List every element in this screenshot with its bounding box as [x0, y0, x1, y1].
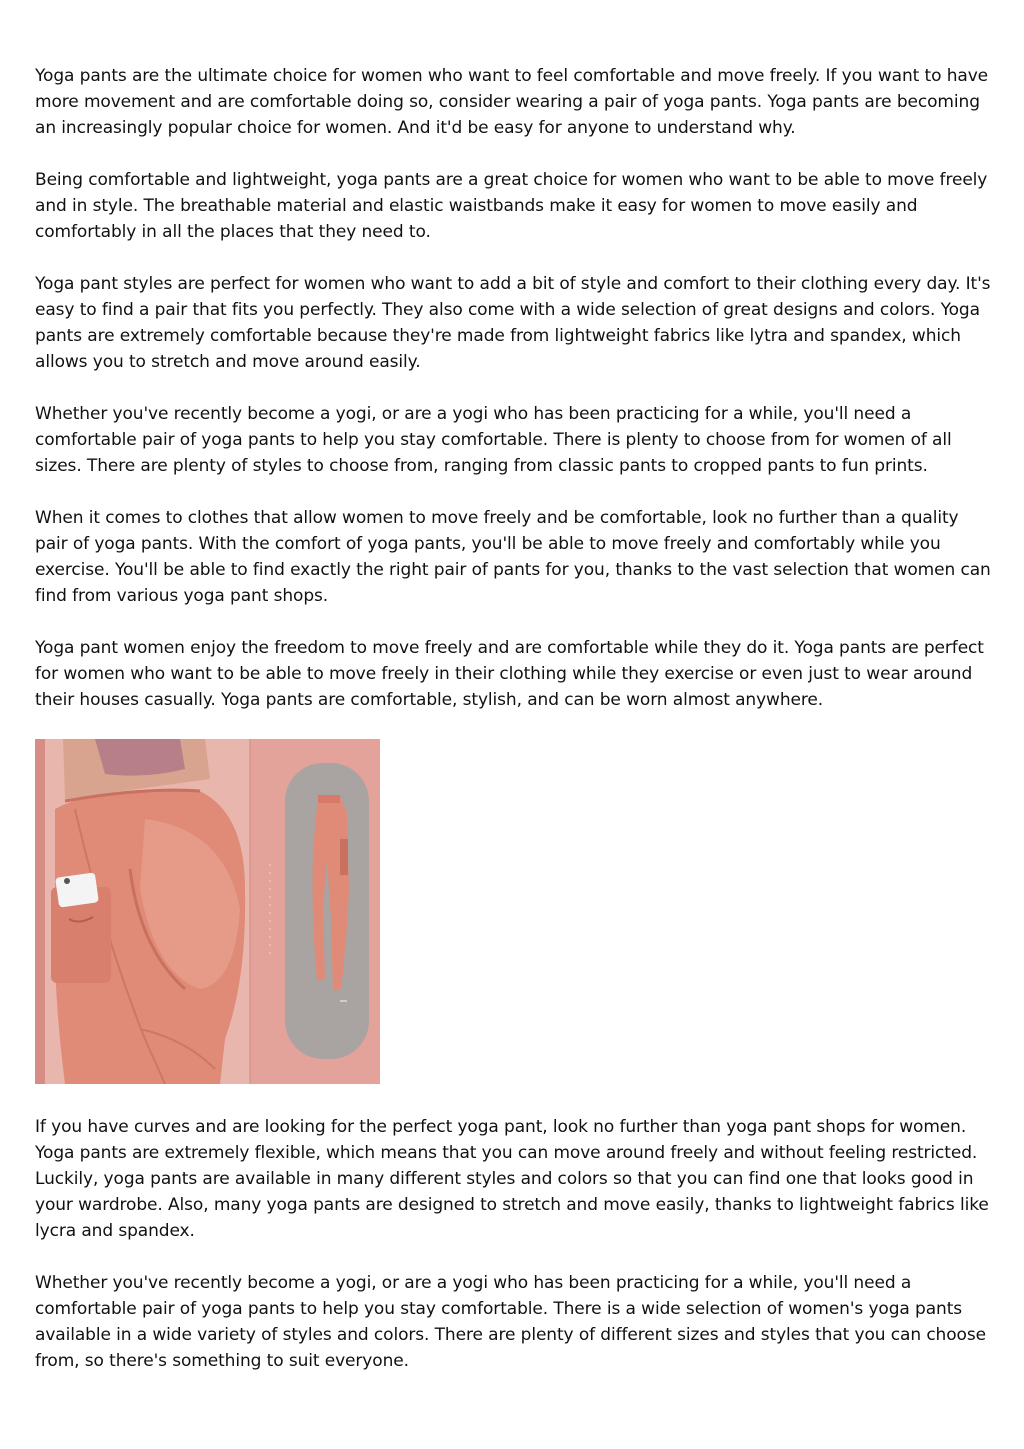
paragraph: Being comfortable and lightweight, yoga pants are a great choice for women who want to be able to move freely and in style. The breathable material and elastic waistbands make it easy for women to move easily and comfortably in all the places that they need to.	[35, 170, 988, 242]
paragraph: Yoga pants are the ultimate choice for women who want to feel comfortable and move freely. If you want to have more movement and are comfortable doing so, consider wearing a pair of yoga pants. Yoga pants are becoming an increasingly popular choice for women. And it'd be easy for anyone to understand why.	[35, 66, 989, 138]
article-body	[35, 63, 995, 1400]
paragraph: When it comes to clothes that allow women to move freely and be comfortable, look no further than a quality pair of yoga pants. With the comfort of yoga pants, you'll be able to move freely and comfortably while you exercise. You'll be able to find exactly the right pair of pants for you, thanks to the vast selection that women can find from various yoga pant shops.	[35, 508, 991, 606]
paragraph: Whether you've recently become a yogi, or are a yogi who has been practicing for a while, you'll need a comfortable pair of yoga pants to help you stay comfortable. There is plenty to choose from for women of all sizes. There are plenty of styles to choose from, ranging from classic pants to cropped pants to fun prints.	[35, 404, 952, 476]
paragraph: Whether you've recently become a yogi, or are a yogi who has been practicing for a while, you'll need a comfortable pair of yoga pants to help you stay comfortable. There is a wide selection of women's yoga pants available in a wide variety of styles and colors. There are plenty of different sizes and styles that you can choose from, so there's something to suit everyone.	[35, 1273, 986, 1371]
product-image	[35, 739, 380, 1084]
paragraph: If you have curves and are looking for the perfect yoga pant, look no further than yoga pant shops for women. Yoga pants are extremely flexible, which means that you can move around freely and without feeling restricted. Luckily, yoga pants are available in many different styles and colors so that you can find one that looks good in your wardrobe. Also, many yoga pants are designed to stretch and move easily, thanks to lightweight fabrics like lycra and spandex.	[35, 1117, 989, 1241]
paragraph: Yoga pant women enjoy the freedom to move freely and are comfortable while they do it. Yoga pants are perfect for women who want to be able to move freely in their clothing while they exercise or even just to wear around their houses casually. Yoga pants are comfortable, stylish, and can be worn almost anywhere.	[35, 638, 984, 710]
yoga-pants-photo-icon	[35, 739, 380, 1084]
paragraph: Yoga pant styles are perfect for women who want to add a bit of style and comfort to their clothing every day. It's easy to find a pair that fits you perfectly. They also come with a wide selection of great designs and colors. Yoga pants are extremely comfortable because they're made from lightweight fabrics like lytra and spandex, which allows you to stretch and move around easily.	[35, 274, 991, 372]
